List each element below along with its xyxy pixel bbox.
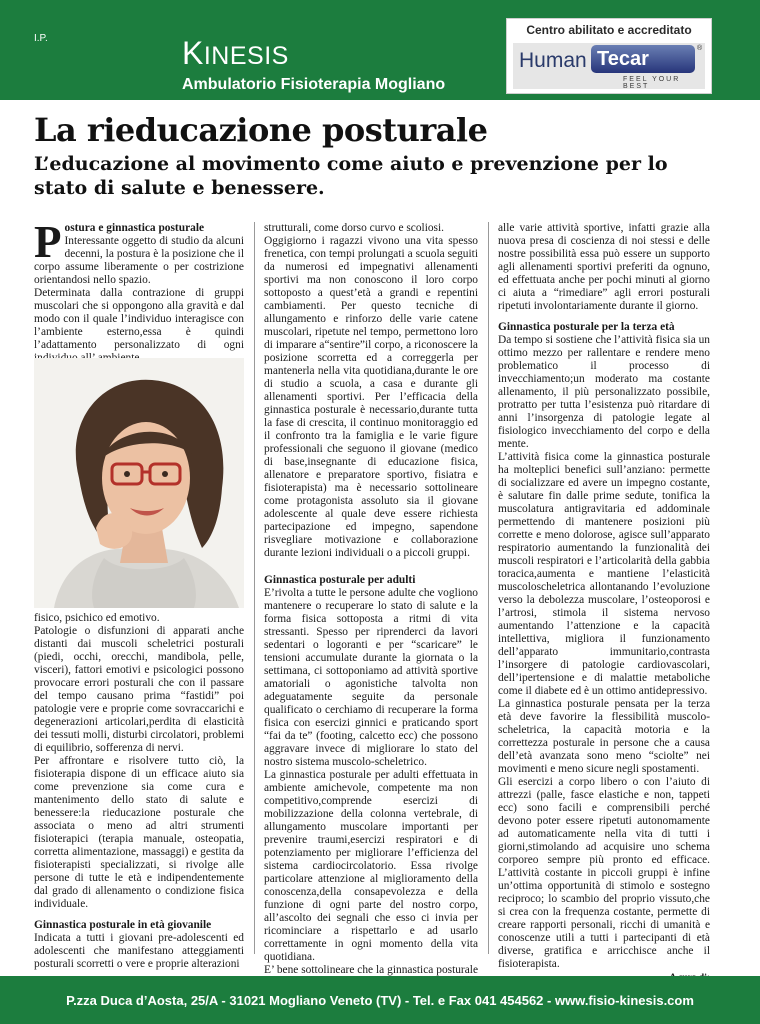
paragraph: Per affrontare e risolvere tutto ciò, la fisioterapia dispone di un efficace aiuto sia come prevenzione sia come cura e mantenimento dello stato di salute e benessere:la rieducazione posturale che associata o meno ad altri strumenti fisioterapici (terapia manuale, osteopatia, corretta alimentazione, massaggi) e gestita da fisioterapisti specializzati, si rivolge alle persone di tutte le età e indipendentemente dal grado di allenamento o condizione fisica individuale. bbox=[34, 755, 244, 910]
section-heading: ostura e ginnastica posturale bbox=[64, 222, 205, 234]
paragraph: strutturali, come dorso curvo e scoliosi. bbox=[264, 222, 444, 234]
column-3 bbox=[498, 222, 710, 970]
author-portrait bbox=[34, 358, 244, 608]
column-divider bbox=[254, 222, 255, 954]
ip-label: I.P. bbox=[34, 33, 48, 44]
paragraph: E’ bene sottolineare che la ginnastica posturale bbox=[264, 964, 478, 976]
dropcap: P bbox=[34, 217, 62, 267]
section-heading: Ginnastica posturale in età giovanile bbox=[34, 919, 212, 931]
paragraph: Determinata dalla contrazione di gruppi muscolari che si oppongono alla gravità e dal modo con il quale l’individuo interagisce con l’ambiente esterno,essa è quindi l’adattamento personalizzato di ogni bbox=[34, 287, 244, 351]
paragraph: Oggigiorno i ragazzi vivono una vita spesso frenetica, con tempi prolungati a scuola seguiti da numerosi ed impegnativi allenamenti sportivi ma non conoscono il loro corpo sottoposto a quest’età a grandi e repentini cambiamenti. Per questo tecniche di allungamento e rinforzo delle varie catene muscolari, ripetute nel tempo, permettono loro di imparare a“sentire”il corpo, a riconoscere la posizione scorretta ed a correggerla per mantenerla nella vita quotidiana,durante le ore di studio a scuola, a casa e durante gli allenamenti sportivi. Per l’efficacia della ginnastica posturale è necessario,durante tutta la fase di crescita, il continuo monitoraggio ed il confronto tra la famiglia e le varie figure professionali che seguono il giovane (medico di base,insegnante di educazione fisica, allenatore e preparatore sportivo, fisiatra e fisioterapista) ma è necessario sottolineare come protagonista assoluto sia il giovane adolescente al quale deve essere richiesta partecipazione ed impegno, sapendone risvegliare motivazione e collaborazione durante lezioni individuali o a piccoli gruppi. bbox=[264, 235, 478, 559]
paragraph: Indicata a tutti i giovani pre-adolescenti ed adolescenti che manifestano atteggiamenti posturali scorretti o vere e proprie alterazioni bbox=[34, 932, 244, 970]
logo-word-tecar: Tecar bbox=[591, 45, 695, 73]
paragraph: La ginnastica posturale pensata per la terza età deve favorire la flessibilità muscolo-scheletrica, la capacità motoria e la correttezza posturale in persone che a causa dell’età avanzata sono meno “sciolte” nei movimenti e meno sicure negli spostamenti. bbox=[498, 698, 710, 775]
article-lead: L’educazione al movimento come aiuto e prevenzione per lo stato di salute e benessere. bbox=[34, 153, 668, 199]
paragraph: alle varie attività sportive, infatti grazie alla nuova presa di coscienza di noi stessi e delle nostre possibilità essa può essere un supporto agli allenamenti sportivi preferiti da ognuno, ed effettuata anche per pochi minuti al giorno ci aiuta a “rimediare” agli errori posturali ripetuti involontariamente durante il giorno. bbox=[498, 222, 710, 312]
humantecar-logo bbox=[513, 43, 705, 89]
humantecar-badge bbox=[506, 18, 712, 94]
registered-icon: ® bbox=[697, 45, 703, 52]
paragraph: Patologie o disfunzioni di apparati anche distanti dai muscoli scheletrici posturali (piedi, occhi, orecchi, mandibola, pelle, visceri), fattori emotivi e psicologici possono provocare errori posturali che con il passare del tempo causano prima “fastidi” poi patologie vere e proprie come sovraccarichi e degenerazioni articolari,perdita di elasticità dei tessuti molli, disturbi circolatori, problemi di equilibrio, sofferenza di nervi. bbox=[34, 625, 244, 754]
paragraph: E’rivolta a tutte le persone adulte che vogliono mantenere o recuperare lo stato di salute e la forma fisica sottoposta a ritmi di vita stressanti. Spesso per riprenderci da lavori sedentari o logoranti e per “scaricare” le tensioni accumulate durante la giornata o la settimana, ci sottoponiamo ad attività sportive amatoriali o agonistiche talvolta non adeguatamente seguite da personale qualificato o cerchiamo di recuperare la forma fisica con esercizi ginnici e praticando sport “fai da te” (footing, calcetto ecc) che possono aggravare invece di migliorare lo stato del nostro sistema muscolo-scheletrico. bbox=[264, 587, 478, 768]
paragraph: fisico, psichico ed emotivo. bbox=[34, 612, 160, 624]
column-1-top bbox=[34, 217, 244, 354]
logo-word-human: Human bbox=[519, 49, 587, 72]
article-title: La rieducazione posturale bbox=[34, 111, 488, 149]
paragraph: Da tempo si sostiene che l’attività fisica sia un ottimo mezzo per rallentare e rendere meno problematico il processo di invecchiamento;un moderato ma costante allenamento, il più personalizzato possibile, protratto per tutta l’esistenza può ritardare di anni l’insorgenza di patologie legate al fisiologico invecchiamento del corpo e della mente. bbox=[498, 334, 710, 450]
brand-initial: K bbox=[182, 35, 204, 71]
footer-band bbox=[0, 976, 760, 1024]
brand-rest: INESIS bbox=[203, 42, 289, 70]
logo-tagline: FEEL YOUR BEST bbox=[623, 76, 681, 90]
column-2 bbox=[264, 222, 478, 976]
paragraph: Gli esercizi a corpo libero o con l’aiuto di attrezzi (palle, fasce elastiche e non, tappeti ecc) sono facili e comprensibili perché devono poter essere ripetuti autonomamente ad automaticamente nella vita di tutti i giorni,stimolando ad acquisire uno schema corporeo sempre più pronto ed efficace. L’attività costante in piccoli gruppi è infine un’ottima opportunità di stimolo e sostegno reciproco; lo scambio del proprio vissuto,che si crea con la frequenza costante, permette di creare rapporti personali, ricchi di umanità e conoscenze utili a tutti i partecipanti di età diverse, gratifica e arricchisce anche il fisioterapista. bbox=[498, 776, 710, 970]
column-divider bbox=[488, 222, 489, 954]
paragraph: L’attività fisica come la ginnastica posturale ha molteplici benefici sull’anziano: permette di socializzare ed avere un impegno costante, è salutare fin dalle prime sedute, tonifica la muscolatura antigravitaria ed addominale permettendo di mantenere posizioni più corrette e meno dolorose, agisce sull’apparato respiratorio aumentando la funzionalità dei muscoli respiratori e l’articolarità della gabbia toracica,aumenta e mantiene l’elasticità muscoloscheletrica allontanando l’evoluzione verso la debolezza muscolare, l’osteoporosi e l’artrosi, stimola il sistema nervoso aumentando l’attenzione e la capacità intellettiva, migliora il funzionamento dell’apparato immunitario,contrasta l’insorgere di patologie cardiovascolari, dell’ipertensione e di malattie metaboliche come il diabete ed è un ottimo antidepressivo. bbox=[498, 451, 710, 697]
header-band bbox=[0, 0, 760, 100]
paragraph: La ginnastica posturale per adulti effettuata in ambiente amichevole, competente ma non competitivo,comprende esercizi di mobilizzazione della colonna vertebrale, di allungamento muscolare importanti per prevenire traumi,esercizi respiratori e di potenziamento per migliorare l’efficienza del sistema cardiocircolatorio. Essa rivolge particolare attenzione al miglioramento della conoscenza,della consapevolezza e della funzione di ogni parte del nostro corpo, all’ascolto dei segnali che esso ci invia per ricominciare a rispettarlo e ad usarlo correttamente in ogni momento della vita quotidiana. bbox=[264, 769, 478, 963]
badge-caption: Centro abilitato e accreditato bbox=[526, 23, 692, 37]
brand-name bbox=[182, 36, 289, 73]
column-1-bottom bbox=[34, 612, 244, 970]
paragraph: Interessante oggetto di studio da alcuni decenni, la postura è la posizione che il corpo assume liberamente o per costrizione orientandosi nello spazio. bbox=[34, 235, 244, 286]
contact-info: P.zza Duca d’Aosta, 25/A - 31021 Mogliano Veneto (TV) - Tel. e Fax 041 454562 - www.fisio-kinesis.com bbox=[66, 993, 694, 1008]
brand-subtitle: Ambulatorio Fisioterapia Mogliano bbox=[182, 76, 446, 93]
section-heading: Ginnastica posturale per la terza età bbox=[498, 321, 675, 333]
section-heading: Ginnastica posturale per adulti bbox=[264, 574, 416, 586]
